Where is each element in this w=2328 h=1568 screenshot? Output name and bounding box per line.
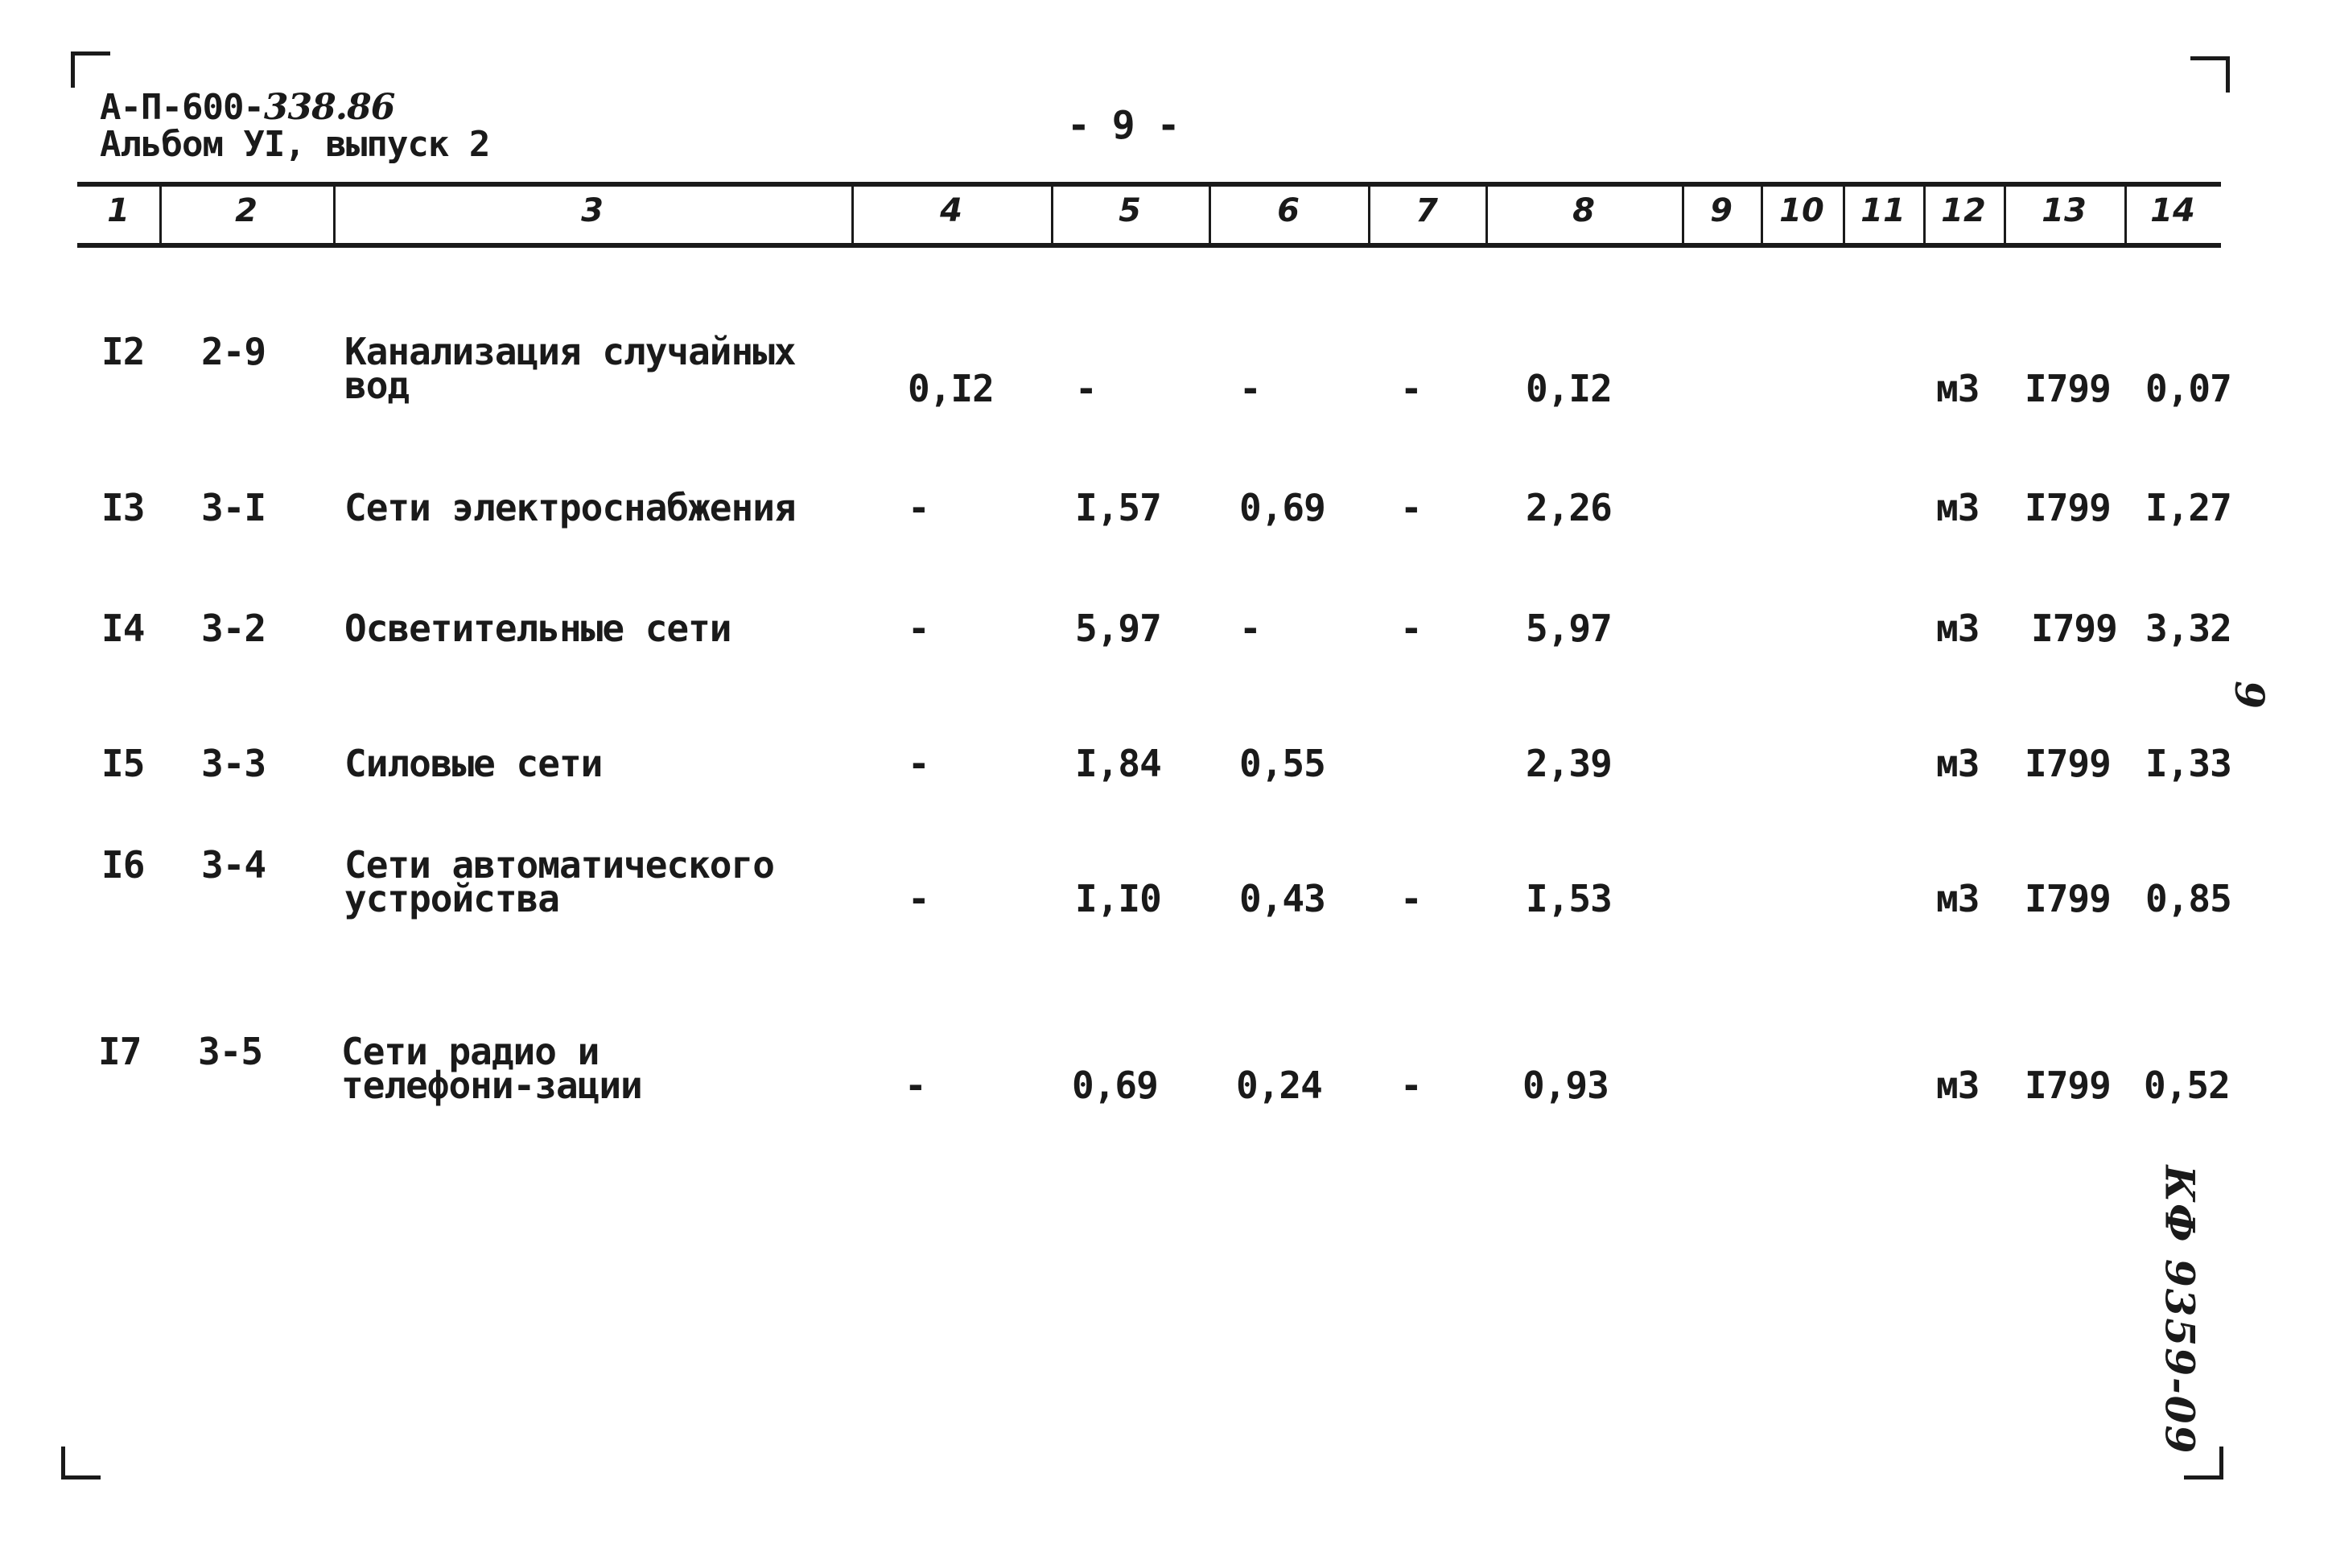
cell-col4: - (904, 1064, 926, 1107)
row-name: Силовые сети (344, 742, 603, 785)
row-number: I2 (101, 330, 145, 373)
cell-col13: I799 (2025, 1064, 2111, 1107)
row-number: I6 (101, 843, 145, 887)
cell-col4: - (908, 607, 929, 650)
cell-col5: I,57 (1075, 486, 1161, 529)
cell-col8: 2,39 (1526, 742, 1612, 785)
corner-mark-top-left (71, 51, 110, 88)
cell-col14: 0,52 (2144, 1064, 2230, 1107)
column-number: 4 (940, 192, 962, 229)
cell-col5: 5,97 (1075, 607, 1161, 650)
column-number: 14 (2150, 192, 2195, 229)
column-number: 2 (235, 192, 258, 229)
document-code (100, 87, 395, 128)
row-number: I4 (101, 607, 145, 650)
document-code-handwritten: 338.86 (263, 87, 395, 128)
cell-col13: I799 (2025, 367, 2111, 410)
cell-col7: - (1400, 486, 1422, 529)
cell-col8: 0,93 (1522, 1064, 1609, 1107)
cell-col7: - (1400, 1064, 1422, 1107)
corner-mark-top-right (2190, 56, 2230, 93)
corner-mark-bottom-left (61, 1447, 101, 1480)
row-number: I7 (98, 1030, 142, 1073)
cell-col13: I799 (2025, 877, 2111, 920)
cell-col13: I799 (2025, 486, 2111, 529)
cell-col4: - (908, 877, 929, 920)
cell-col4: 0,I2 (908, 367, 994, 410)
cell-col12: м3 (1936, 607, 1980, 650)
column-number: 10 (1779, 192, 1824, 229)
table-header-top-rule (77, 182, 2221, 187)
row-code: 3-3 (201, 742, 266, 785)
row-name: Осветительные сети (344, 607, 731, 650)
column-number: 3 (581, 192, 604, 229)
cell-col5: - (1075, 367, 1097, 410)
cell-col14: I,33 (2145, 742, 2231, 785)
cell-col13: I799 (2031, 607, 2117, 650)
row-code: 3-2 (201, 607, 266, 650)
document-code-printed: А-П-600- (100, 87, 264, 128)
cell-col5: I,I0 (1075, 877, 1161, 920)
cell-col4: - (908, 486, 929, 529)
column-number: 13 (2042, 192, 2087, 229)
column-number: 11 (1860, 192, 1906, 229)
cell-col5: I,84 (1075, 742, 1161, 785)
cell-col12: м3 (1936, 742, 1980, 785)
cell-col12: м3 (1936, 367, 1980, 410)
cell-col6: 0,43 (1239, 877, 1325, 920)
cell-col12: м3 (1936, 877, 1980, 920)
cell-col6: - (1239, 367, 1261, 410)
cell-col8: 0,I2 (1526, 367, 1612, 410)
column-number: 12 (1941, 192, 1986, 229)
cell-col6: 0,55 (1239, 742, 1325, 785)
cell-col6: 0,69 (1239, 486, 1325, 529)
row-name: Сети электроснабжения (344, 486, 796, 529)
row-name: Сети радио и телефони-зации (341, 1030, 642, 1107)
row-name: Сети автоматического устройства (344, 843, 774, 920)
cell-col14: 0,85 (2145, 877, 2231, 920)
cell-col6: - (1239, 607, 1261, 650)
row-name: Канализация случайных вод (344, 330, 796, 407)
row-code: 3-4 (201, 843, 266, 887)
table-header-bottom-rule (77, 243, 2221, 248)
column-number: 9 (1710, 192, 1733, 229)
column-number: 7 (1415, 192, 1438, 229)
cell-col5: 0,69 (1072, 1064, 1158, 1107)
row-number: I5 (101, 742, 145, 785)
row-number: I3 (101, 486, 145, 529)
column-number: 8 (1572, 192, 1595, 229)
cell-col8: 2,26 (1526, 486, 1612, 529)
column-number: 6 (1277, 192, 1300, 229)
cell-col7: - (1400, 607, 1422, 650)
row-code: 3-5 (198, 1030, 263, 1073)
registration-stamp: КФ 9359-09 (2156, 1165, 2204, 1455)
column-number: 5 (1119, 192, 1141, 229)
cell-col6: 0,24 (1236, 1064, 1322, 1107)
page-number: - 9 - (1067, 103, 1180, 148)
cell-col13: I799 (2025, 742, 2111, 785)
cell-col12: м3 (1936, 486, 1980, 529)
cell-col8: 5,97 (1526, 607, 1612, 650)
cell-col7: - (1400, 877, 1422, 920)
cell-col7: - (1400, 367, 1422, 410)
cell-col8: I,53 (1526, 877, 1612, 920)
row-code: 3-I (201, 486, 266, 529)
album-title: Альбом УI, выпуск 2 (100, 124, 490, 165)
cell-col12: м3 (1936, 1064, 1980, 1107)
cell-col14: 3,32 (2145, 607, 2231, 650)
cell-col14: 0,07 (2145, 367, 2231, 410)
row-code: 2-9 (201, 330, 266, 373)
margin-page-mark: 9 (2225, 681, 2273, 709)
cell-col4: - (908, 742, 929, 785)
column-number: 1 (107, 192, 130, 229)
cell-col14: I,27 (2145, 486, 2231, 529)
